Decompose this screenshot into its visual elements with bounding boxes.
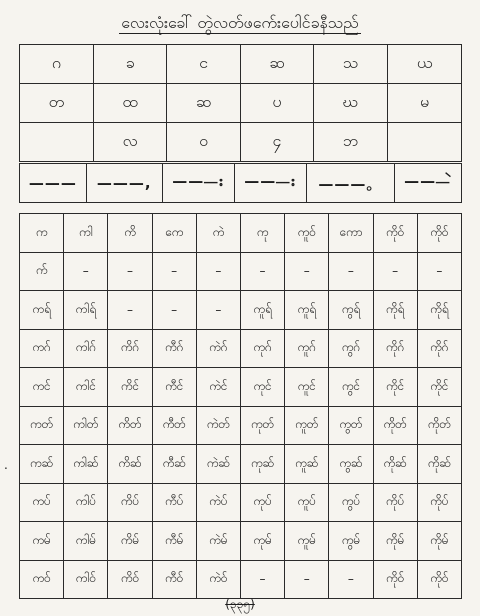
syllable-cell: ကီပ် <box>152 483 196 522</box>
syllable-cell: ကဆ် <box>20 445 64 484</box>
syllable-row <box>20 368 462 407</box>
syllable-cell: ကွမ် <box>329 522 373 561</box>
syllable-cell: ကော <box>329 214 373 253</box>
syllable-cell: ကဝ် <box>20 560 64 599</box>
syllable-row <box>20 214 462 253</box>
syllable-cell: က <box>20 214 64 253</box>
syllable-cell: ကိုဝ် <box>417 214 461 253</box>
syllable-row <box>20 483 462 522</box>
syllable-cell: ကမ် <box>20 522 64 561</box>
syllable-row <box>20 291 462 330</box>
consonant-cell: ဂ <box>20 45 94 84</box>
syllable-cell: ကူဆ် <box>285 445 329 484</box>
syllable-cell: ကဲတ် <box>196 406 240 445</box>
syllable-cell: ကေ <box>152 214 196 253</box>
syllable-cell: ကတ် <box>20 406 64 445</box>
syllable-cell: ကိုဝ် <box>373 560 417 599</box>
syllable-cell: ကီင် <box>152 368 196 407</box>
consonant-row <box>20 84 462 123</box>
syllable-cell: ကိုဆ် <box>373 445 417 484</box>
syllable-cell: ကီဂ် <box>152 329 196 368</box>
syllable-cell: က် <box>20 252 64 291</box>
page-title-text: လေးလုံးခေါ် တွဲလတ်ဖက်ေးပေါင်ခနီသည် <box>121 13 359 32</box>
syllable-cell: ကွဆ် <box>329 445 373 484</box>
syllable-cell: ကဲင် <box>196 368 240 407</box>
syllable-cell: ကိမ် <box>108 522 152 561</box>
syllable-cell: ကါင် <box>64 368 108 407</box>
syllable-cell: – <box>152 252 196 291</box>
syllable-cell: ကု <box>240 214 284 253</box>
syllable-cell: ကွဂ် <box>329 329 373 368</box>
consonant-row <box>20 123 462 162</box>
syllable-cell: ကါ <box>64 214 108 253</box>
syllable-cell: ကူရ် <box>285 291 329 330</box>
syllable-cell: ကုပ် <box>240 483 284 522</box>
consonant-cell <box>20 123 94 162</box>
syllable-cell: ကါဆ် <box>64 445 108 484</box>
syllable-cell: ကါဝ် <box>64 560 108 599</box>
consonant-table <box>19 44 462 162</box>
syllable-cell: ကိဂ် <box>108 329 152 368</box>
syllable-cell: ကူရ် <box>240 291 284 330</box>
syllable-cell: ကိုဂ် <box>373 329 417 368</box>
syllable-cell: – <box>108 291 152 330</box>
syllable-cell: ကိဆ် <box>108 445 152 484</box>
syllable-cell: – <box>64 252 108 291</box>
syllable-cell: ကဲမ် <box>196 522 240 561</box>
consonant-cell: ဘ <box>314 123 388 162</box>
syllable-cell: ကဲဂ် <box>196 329 240 368</box>
syllable-cell: ကါတ် <box>64 406 108 445</box>
consonant-cell: ဝ <box>167 123 240 162</box>
consonant-cell: ဃ <box>314 84 388 123</box>
syllable-cell: ကွင် <box>329 368 373 407</box>
consonant-row <box>20 45 462 84</box>
marker-cell: ———。 <box>306 164 395 203</box>
syllable-row <box>20 560 462 599</box>
syllable-row <box>20 522 462 561</box>
syllable-cell: ကိုမ် <box>373 522 417 561</box>
syllable-cell: ကုဆ် <box>240 445 284 484</box>
consonant-cell: ၄ <box>240 123 313 162</box>
page-title <box>0 12 480 36</box>
syllable-cell: ကိုင် <box>417 368 461 407</box>
syllable-cell: ကူဂ် <box>285 329 329 368</box>
syllable-cell: ကိုပ် <box>417 483 461 522</box>
syllable-cell: ကါဂ် <box>64 329 108 368</box>
syllable-cell: ကွရ် <box>329 291 373 330</box>
consonant-cell: ဆ <box>240 45 313 84</box>
syllable-cell: ကိုမ် <box>417 522 461 561</box>
syllable-cell: ကုတ် <box>240 406 284 445</box>
syllable-grid-table <box>19 213 462 599</box>
margin-mark: . <box>4 458 8 472</box>
syllable-cell: ကဲပ် <box>196 483 240 522</box>
syllable-cell: – <box>373 252 417 291</box>
consonant-cell: ယ <box>388 45 462 84</box>
syllable-cell: ကရ် <box>20 291 64 330</box>
syllable-cell: ကီဆ် <box>152 445 196 484</box>
syllable-cell: ကိုတ် <box>417 406 461 445</box>
syllable-row <box>20 329 462 368</box>
syllable-cell: ကဂ် <box>20 329 64 368</box>
syllable-cell: ကီတ် <box>152 406 196 445</box>
syllable-cell: ကုင် <box>240 368 284 407</box>
page-number: (၃၃၅) <box>225 597 255 611</box>
syllable-cell: ကိုပ် <box>373 483 417 522</box>
tone-marker-table <box>19 163 462 203</box>
consonant-cell: ပ <box>240 84 313 123</box>
syllable-cell: ကီဝ် <box>152 560 196 599</box>
syllable-cell: ကါမ် <box>64 522 108 561</box>
consonant-cell: သ <box>314 45 388 84</box>
syllable-cell: – <box>329 252 373 291</box>
marker-cell: ———ဲ <box>395 164 462 203</box>
syllable-cell: ကိုရ် <box>373 291 417 330</box>
syllable-cell: ကူမ် <box>285 522 329 561</box>
syllable-cell: ကုမ် <box>240 522 284 561</box>
marker-cell: ———း <box>162 164 234 203</box>
syllable-cell: ကါရ် <box>64 291 108 330</box>
consonant-cell: ဆ <box>167 84 240 123</box>
marker-cell: ——— <box>20 164 87 203</box>
syllable-row <box>20 406 462 445</box>
consonant-cell: ထ <box>93 84 166 123</box>
syllable-cell: – <box>417 252 461 291</box>
syllable-cell: – <box>285 252 329 291</box>
syllable-cell: ကပ် <box>20 483 64 522</box>
syllable-cell: ကဲ <box>196 214 240 253</box>
syllable-cell: ကူဝ် <box>285 214 329 253</box>
consonant-cell: မ <box>388 84 462 123</box>
syllable-cell: – <box>329 560 373 599</box>
syllable-cell: – <box>196 252 240 291</box>
syllable-row <box>20 252 462 291</box>
syllable-row <box>20 445 462 484</box>
syllable-cell: ကိုင် <box>373 368 417 407</box>
syllable-cell: – <box>240 560 284 599</box>
syllable-cell: ကွတ် <box>329 406 373 445</box>
syllable-cell: ကုဂ် <box>240 329 284 368</box>
syllable-cell: ကိ <box>108 214 152 253</box>
consonant-cell: တ <box>20 84 94 123</box>
marker-cell: ———, <box>86 164 162 203</box>
syllable-cell: – <box>108 252 152 291</box>
syllable-cell: ကဲဆ် <box>196 445 240 484</box>
syllable-cell: ကိုဝ် <box>417 560 461 599</box>
syllable-cell: ကူပ် <box>285 483 329 522</box>
syllable-cell: ကွပ် <box>329 483 373 522</box>
syllable-cell: ကိုဂ် <box>417 329 461 368</box>
syllable-cell: ကူင် <box>285 368 329 407</box>
syllable-cell: – <box>152 291 196 330</box>
syllable-cell: ကိဝ် <box>108 560 152 599</box>
syllable-cell: ကီမ် <box>152 522 196 561</box>
syllable-cell: ကိပ် <box>108 483 152 522</box>
syllable-cell: ကိုရ် <box>417 291 461 330</box>
syllable-cell: ကိတ် <box>108 406 152 445</box>
syllable-cell: ကိင် <box>108 368 152 407</box>
consonant-cell: ခ <box>93 45 166 84</box>
syllable-cell: ကါပ် <box>64 483 108 522</box>
consonant-cell <box>388 123 462 162</box>
syllable-cell: ကိုဝ် <box>373 214 417 253</box>
syllable-cell: ကိုဆ် <box>417 445 461 484</box>
syllable-cell: ကူတ် <box>285 406 329 445</box>
syllable-cell: ကဲဝ် <box>196 560 240 599</box>
consonant-cell: လ <box>93 123 166 162</box>
marker-cell: ———း <box>234 164 306 203</box>
syllable-cell: – <box>240 252 284 291</box>
consonant-cell: င <box>167 45 240 84</box>
syllable-cell: ကင် <box>20 368 64 407</box>
syllable-cell: – <box>285 560 329 599</box>
syllable-cell: – <box>196 291 240 330</box>
syllable-cell: ကိုတ် <box>373 406 417 445</box>
marker-row <box>20 164 462 203</box>
